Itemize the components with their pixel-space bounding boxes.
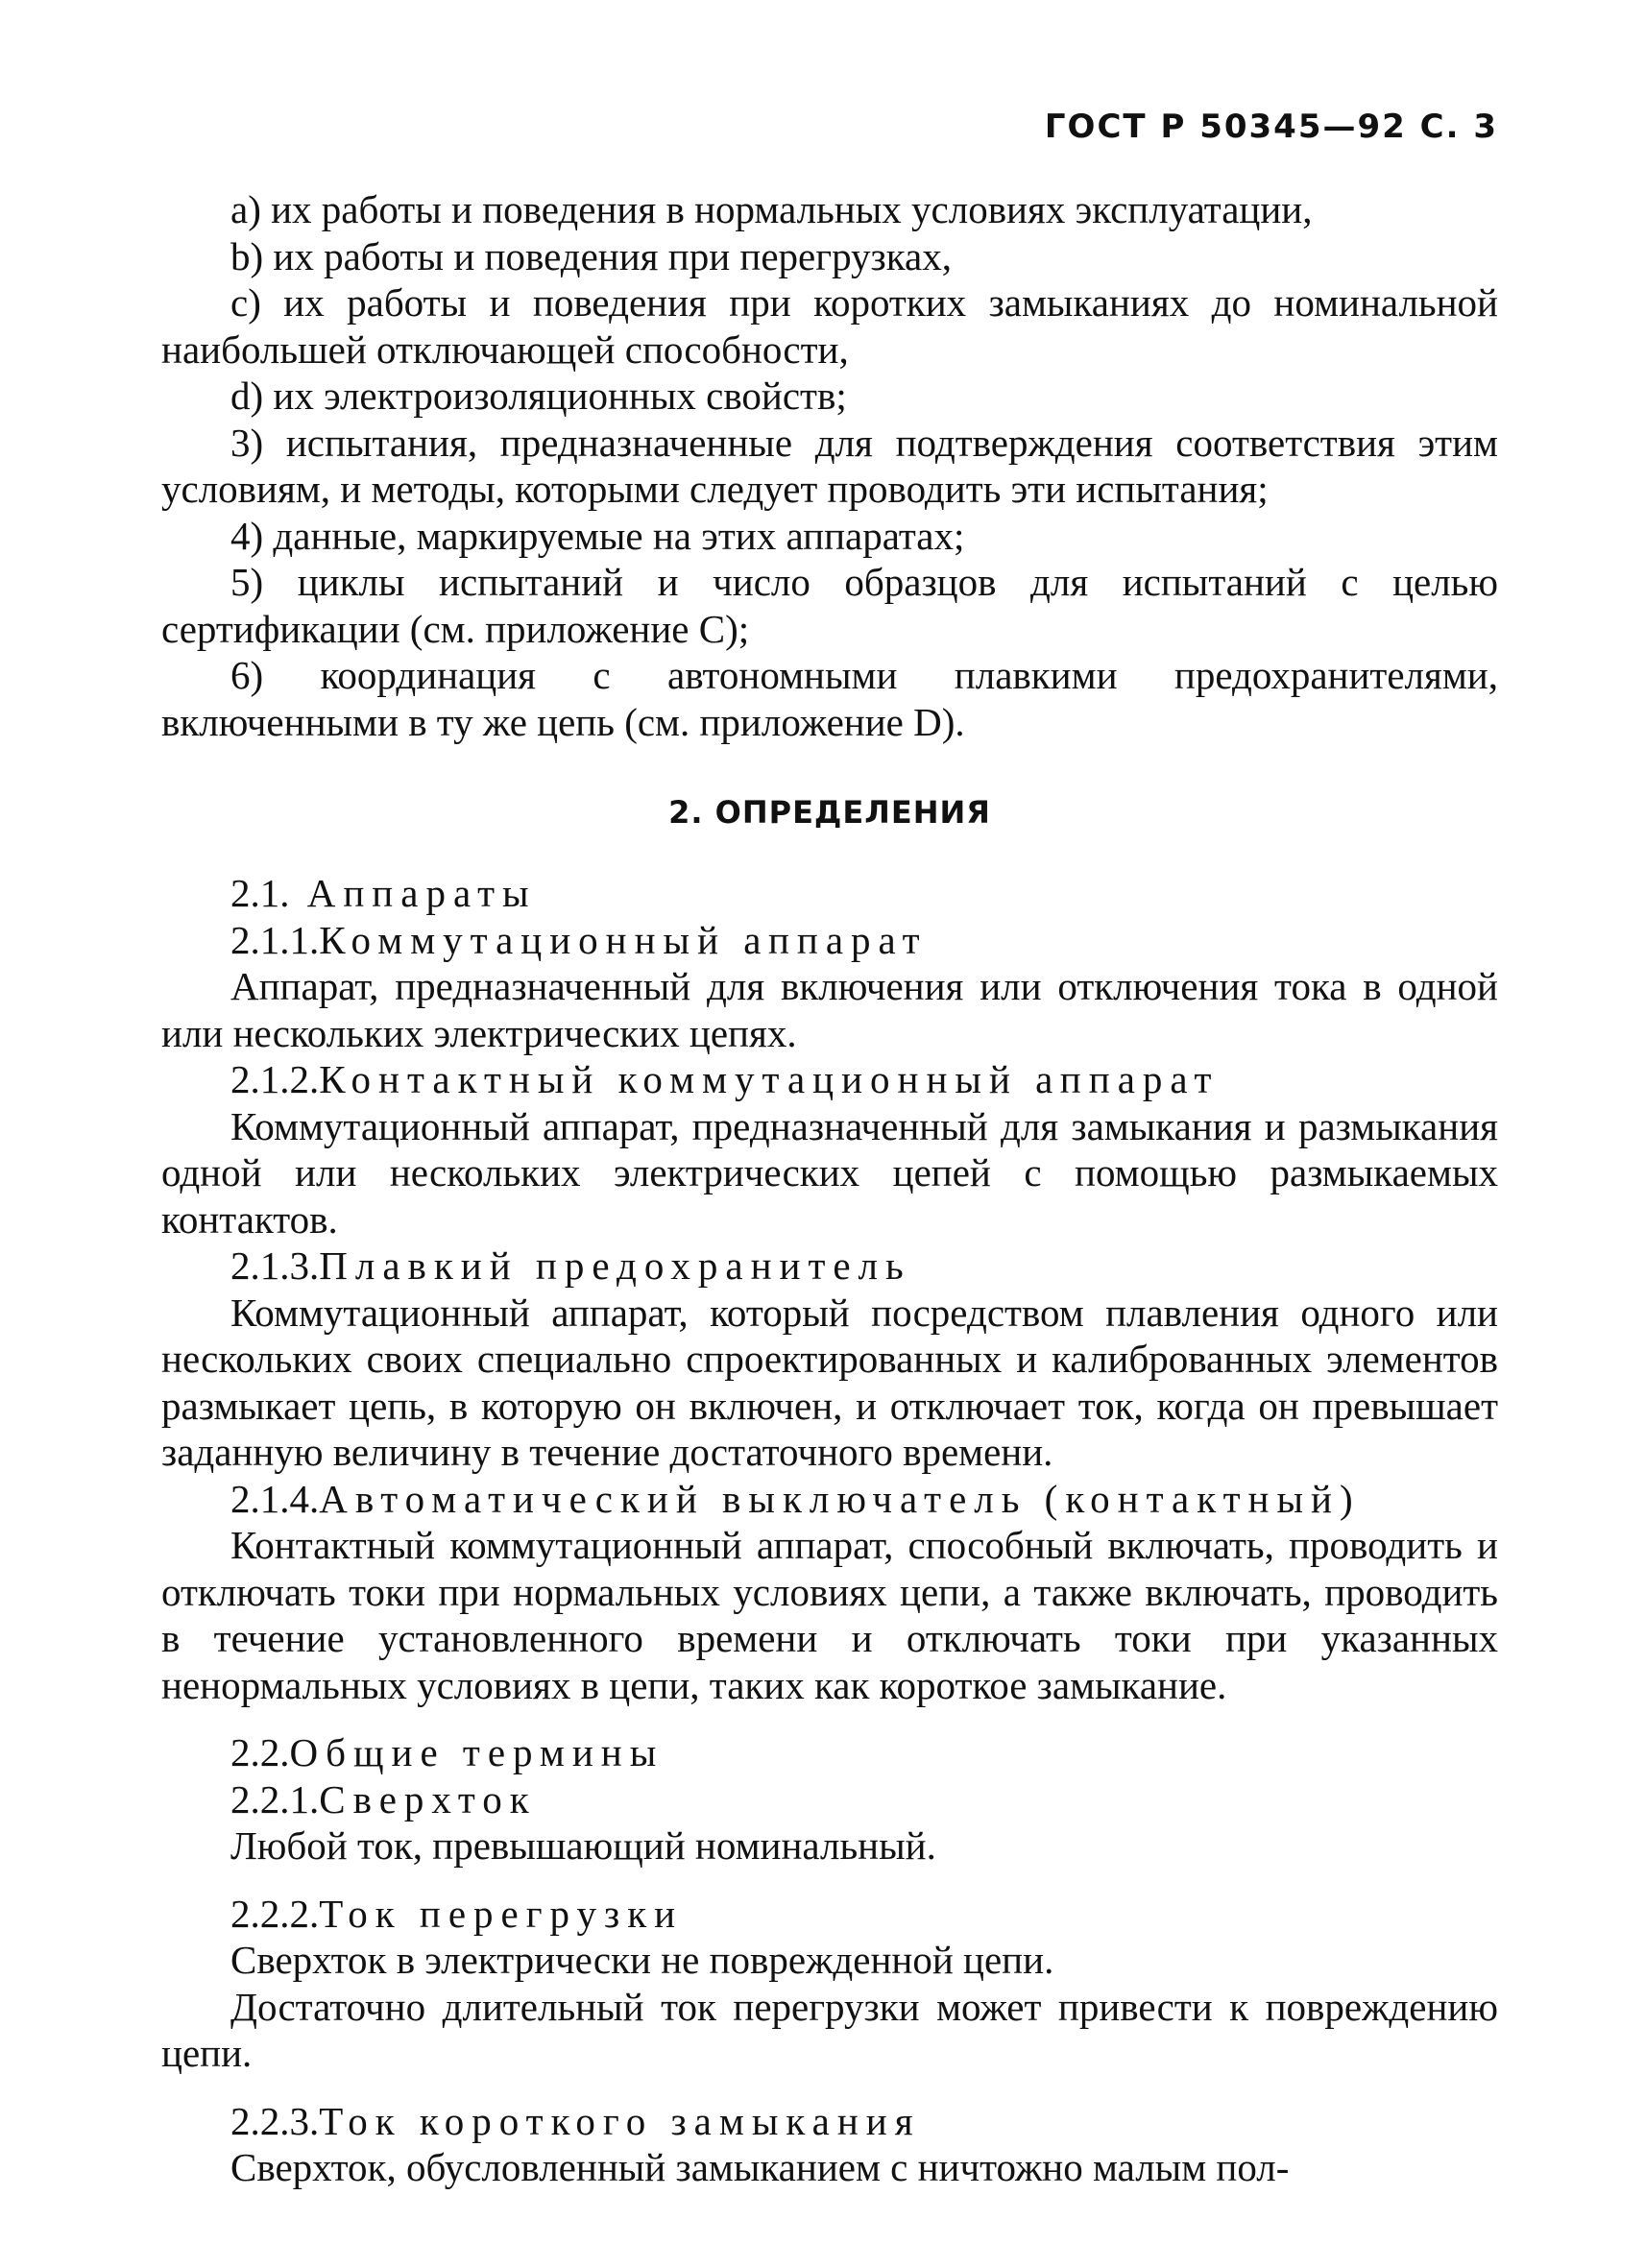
term-heading-2-2-2 bbox=[161, 1891, 1498, 1938]
definition-2-1-4: Контактный коммутационный аппарат, способный включать, проводить и отключать токи при нормальных условиях цепи, а также включать, проводить в течение установленного времени и отключать токи при указанных ненормальных условиях в цепи, таких как короткое замыкание. bbox=[161, 1523, 1498, 1707]
definition-2-2-2-a: Сверхток в электрически не поврежденной цепи. bbox=[230, 1938, 1054, 1982]
term-number: 2.1.1. bbox=[230, 917, 320, 962]
term-number: 2.1.3. bbox=[230, 1243, 320, 1288]
list-item-b: b) их работы и поведения при перегрузках, bbox=[230, 233, 952, 278]
term-title: Плавкий предохранитель bbox=[319, 1243, 911, 1288]
definition-2-2-1: Любой ток, превышающий номинальный. bbox=[230, 1823, 936, 1868]
definition-2-2-2-b: Достаточно длительный ток перегрузки может привести к повреждению цепи. bbox=[161, 1984, 1498, 2075]
definition-2-1-2: Коммутационный аппарат, предназначенный для замыкания и размыкания одной или нескольких электрических цепей с помощью размыкаемых контактов. bbox=[161, 1103, 1498, 1242]
list-item-d: d) их электроизоляционных свойств; bbox=[230, 374, 847, 418]
term-title: Общие термины bbox=[289, 1730, 665, 1774]
definition-2-1-1: Аппарат, предназначенный для включения или отключения тока в одной или нескольких электрических цепях. bbox=[161, 964, 1498, 1055]
intro-list bbox=[161, 186, 1498, 745]
term-number: 2.2.1. bbox=[230, 1776, 320, 1822]
term-heading-2-2-3 bbox=[161, 2098, 1498, 2145]
list-item-6: 6) координация с автономными плавкими предохранителями, включенными в ту же цепь (см. приложение D). bbox=[161, 653, 1498, 744]
term-title: Аппараты bbox=[306, 871, 537, 915]
term-heading-2-2 bbox=[161, 1729, 1498, 1776]
term-title: Коммутационный аппарат bbox=[319, 917, 928, 962]
term-title: Ток перегрузки bbox=[319, 1891, 684, 1936]
document-page bbox=[161, 104, 1498, 2235]
term-heading-2-1-1 bbox=[161, 917, 1498, 964]
list-item-4: 4) данные, маркируемые на этих аппаратах; bbox=[230, 513, 965, 558]
term-title: Контактный коммутационный аппарат bbox=[319, 1057, 1220, 1101]
term-title: Автоматический выключатель (контактный) bbox=[319, 1476, 1361, 1521]
definition-2-1-3: Коммутационный аппарат, который посредством плавления одного или нескольких своих специально спроектированных и калиброванных элементов размыкает цепь, в которую он включен, и отключает ток, когда он превышает заданную величину в течение достаточного времени. bbox=[161, 1290, 1498, 1474]
term-number: 2.1.2. bbox=[230, 1057, 320, 1101]
list-item-a: a) их работы и поведения в нормальных условиях эксплуатации, bbox=[230, 187, 1313, 231]
term-number: 2.1. bbox=[230, 871, 290, 915]
list-item-c: c) их работы и поведения при коротких замыканиях до номинальной наибольшей отключающей способности, bbox=[161, 280, 1498, 372]
term-number: 2.1.4. bbox=[230, 1476, 320, 1521]
term-heading-2-1-2 bbox=[161, 1056, 1498, 1103]
definitions-section bbox=[161, 870, 1498, 2191]
term-heading-2-1-3 bbox=[161, 1243, 1498, 1290]
term-heading-2-2-1 bbox=[161, 1776, 1498, 1823]
list-item-3: 3) испытания, предназначенные для подтверждения соответствия этим условиям, и методы, которыми следует проводить эти испытания; bbox=[161, 420, 1498, 511]
list-item-5: 5) циклы испытаний и число образцов для испытаний с целью сертификации (см. приложение С); bbox=[161, 560, 1498, 651]
running-header: ГОСТ Р 50345—92 С. 3 bbox=[1044, 108, 1498, 146]
term-title: Сверхток bbox=[319, 1776, 537, 1822]
section-title: 2. ОПРЕДЕЛЕНИЯ bbox=[668, 794, 991, 831]
term-number: 2.2.2. bbox=[230, 1891, 320, 1936]
term-number: 2.2.3. bbox=[230, 2098, 320, 2143]
term-title: Ток короткого замыкания bbox=[319, 2098, 921, 2143]
term-number: 2.2. bbox=[230, 1730, 290, 1774]
definition-2-2-3: Сверхток, обусловленный замыканием с ничтожно малым пол- bbox=[230, 2145, 1290, 2189]
term-heading-2-1 bbox=[161, 870, 1498, 917]
term-heading-2-1-4 bbox=[161, 1476, 1498, 1523]
